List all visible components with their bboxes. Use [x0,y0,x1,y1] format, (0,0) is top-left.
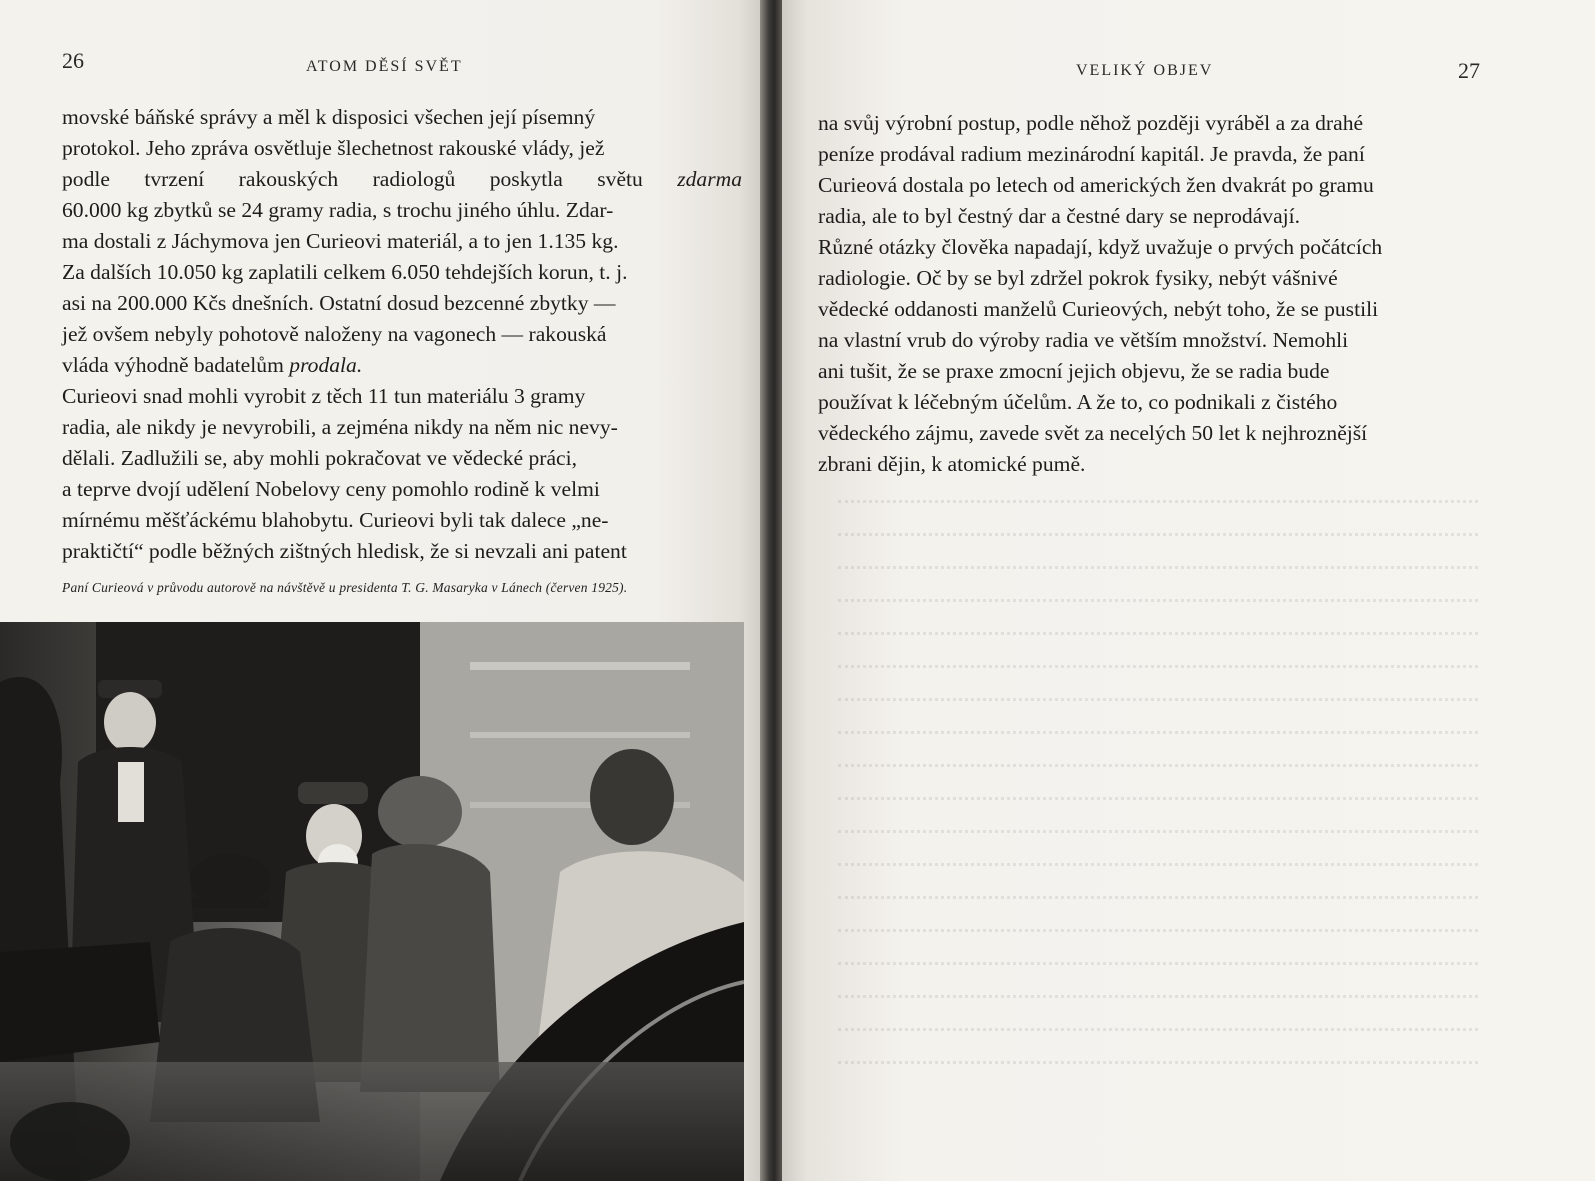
text-fragment: podle tvrzení rakouských radiologů poskytla světu [62,167,678,191]
text-line: Za dalších 10.050 kg zaplatili celkem 6.050 tehdejších korun, t. j. [62,260,628,284]
italic-word: zdarma [677,167,742,191]
text-line: a teprve dvojí udělení Nobelovy ceny pomohlo rodině k velmi [62,477,600,501]
text-line-with-italic [62,164,742,195]
text-line: 60.000 kg zbytků se 24 gramy radia, s trochu jiného úhlu. Zdar- [62,198,614,222]
text-line: vědeckého zájmu, zavede svět za necelých 50 let k nejhroznější [818,421,1368,445]
text-line: ani tušit, že se praxe zmocní jejich objevu, že se radia bude [818,359,1330,383]
right-page [782,0,1595,1181]
paragraph [62,381,742,567]
text-line: radiologie. Oč by se byl zdržel pokrok fysiky, nebýt vášnivé [818,266,1338,290]
text-line: Curieovi snad mohli vyrobit z těch 11 tun materiálu 3 gramy [62,384,586,408]
text-line-with-italic [62,350,742,381]
text-line: používat k léčebným účelům. A že to, co podnikali z čistého [818,390,1338,414]
text-line: mírnému měšťáckému blahobytu. Curieovi byli tak dalece „ne- [62,508,609,532]
photograph [0,622,744,1181]
text-line: peníze prodával radium mezinárodní kapitál. Je pravda, že paní [818,142,1365,166]
text-line: protokol. Jeho zpráva osvětluje šlechetnost rakouské vlády, jež [62,136,605,160]
text-line: radia, ale to byl čestný dar a čestné dary se neprodávají. [818,204,1301,228]
right-body-text [818,108,1486,480]
paragraph [62,102,742,381]
left-page [0,0,770,1181]
text-line: Různé otázky člověka napadají, když uvažuje o prvých počátcích [818,235,1383,259]
text-line: dělali. Zadlužili se, aby mohli pokračovat ve vědecké práci, [62,446,578,470]
text-line: vědecké oddanosti manželů Curieových, nebýt toho, že se pustili [818,297,1379,321]
text-line: zbrani dějin, k atomické pumě. [818,452,1086,476]
page-number-right: 27 [1458,58,1480,83]
photo-caption: Paní Curieová v průvodu autorově na návštěvě u presidenta T. G. Masaryka v Lánech (červen 1925). [62,580,628,595]
text-line: radia, ale nikdy je nevyrobili, a zejména nikdy na něm nic nevy- [62,415,618,439]
italic-word: prodala. [289,353,363,377]
text-fragment: vláda výhodně badatelům [62,353,290,377]
text-line: ma dostali z Jáchymova jen Curieovi materiál, a to jen 1.135 kg. [62,229,619,253]
photo-illustration [0,622,744,1181]
paragraph [818,108,1486,232]
text-line: praktičtí“ podle běžných zištných hledisk, že si nevzali ani patent [62,539,627,563]
text-line: jež ovšem nebyly pohotově naloženy na vagonech — rakouská [62,322,607,346]
left-body-text [62,102,742,567]
running-head-right: VELIKÝ OBJEV [1076,62,1214,79]
page-number-left: 26 [62,48,84,73]
text-line: Curieová dostala po letech od amerických žen dvakrát po gramu [818,173,1374,197]
paragraph [818,232,1486,480]
text-line: na svůj výrobní postup, podle něhož později vyráběl a za drahé [818,111,1364,135]
running-head-left: ATOM DĚSÍ SVĚT [306,58,463,75]
text-line: na vlastní vrub do výroby radia ve větším množství. Nemohli [818,328,1349,352]
text-line: movské báňské správy a měl k disposici všechen její písemný [62,105,596,129]
text-line: asi na 200.000 Kčs dnešních. Ostatní dosud bezcenné zbytky — [62,291,616,315]
show-through-texture [838,470,1478,1030]
